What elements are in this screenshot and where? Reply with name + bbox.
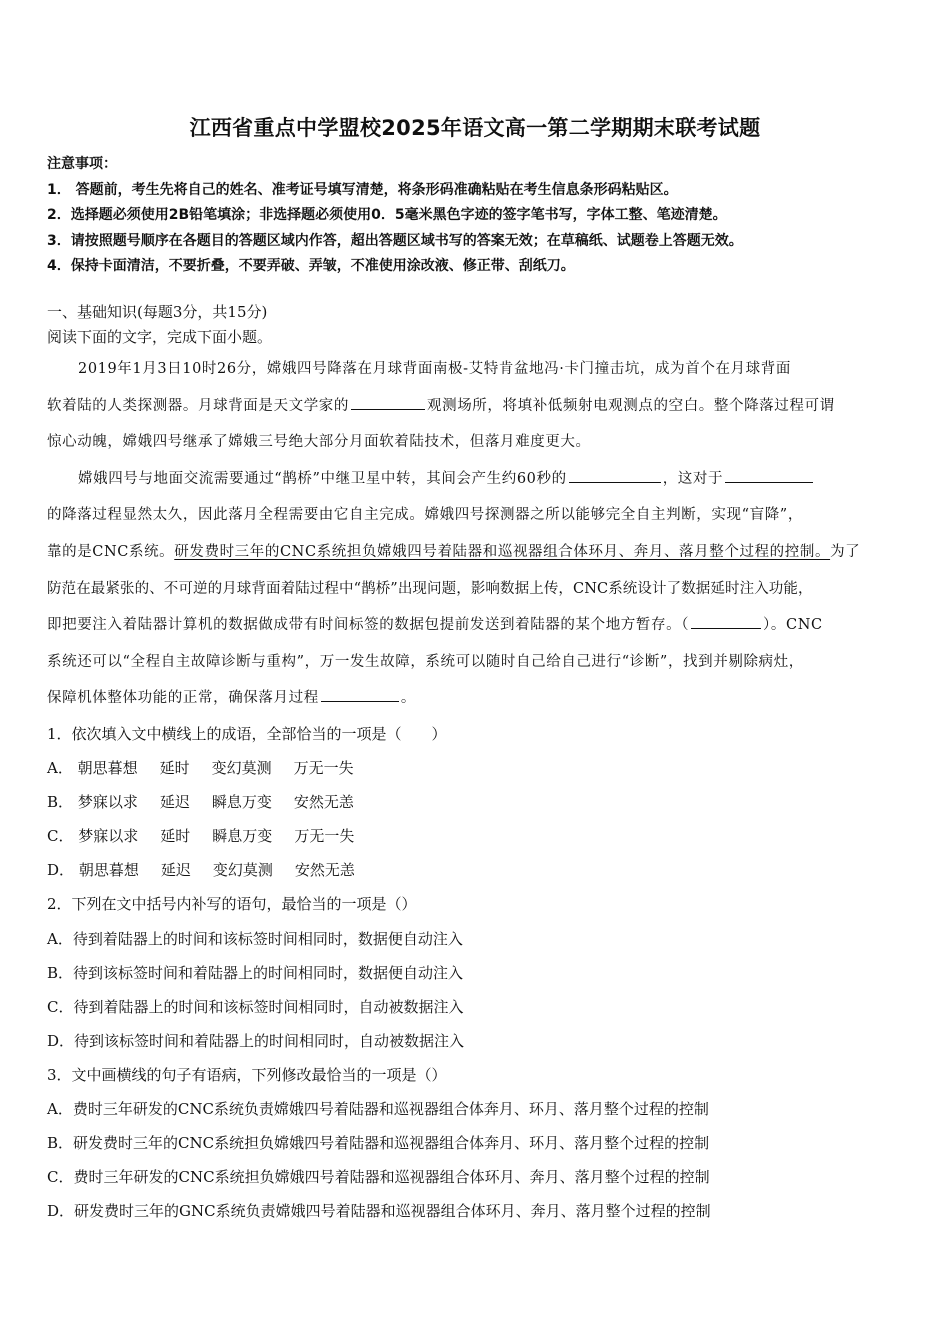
page-title: 江西省重点中学盟校2025年语文高一第二学期期末联考试题 [189, 116, 761, 140]
option-word: 万无一失 [293, 759, 354, 778]
option-label: D． [47, 1202, 75, 1221]
notice-item: 2．选择题必须使用2B铅笔填涂；非选择题必须使用0．5毫米黑色字迹的签字笔书写，字体工整、笔迹清楚。 [47, 207, 727, 223]
passage-text: 2019年1月3日10时26分，嫦娥四号降落在月球背面南极-艾特肯盆地冯·卡门撞击坑，成为首个在月球背面 [78, 361, 791, 377]
option-label: B． [47, 963, 74, 982]
passage-line [47, 502, 913, 539]
option-word: 朝思暮想 [78, 861, 139, 880]
fill-blank-bracket [691, 614, 761, 629]
passage-text: 保障机体整体功能的正常，确保落月过程 [47, 690, 319, 707]
option-d [47, 1029, 913, 1063]
option-word: 梦寐以求 [78, 827, 139, 846]
option-word: 万无一失 [294, 827, 355, 846]
questions-section [47, 722, 913, 1233]
option-word: 朝思暮想 [77, 759, 138, 778]
option-label: D． [47, 861, 75, 880]
option-a [47, 756, 913, 790]
passage-text: 软着陆的人类探测器。月球背面是天文学家的 [47, 397, 349, 414]
option-c [47, 824, 913, 858]
underlined-sentence: 研发费时三年的CNC系统担负嫦娥四号着陆器和巡视器组合体环月、奔月、落月整个过程的控制。 [174, 543, 831, 560]
notice-item: 4．保持卡面清洁，不要折叠，不要弄破、弄皱，不准使用涂改液、修正带、刮纸刀。 [47, 258, 575, 274]
option-label: D． [47, 1031, 75, 1050]
passage-line [47, 649, 913, 686]
passage-text: 防范在最紧张的、不可逆的月球背面着陆过程中“鹊桥”出现问题，影响数据上传，CNC系统设计了数据延时注入功能， [47, 580, 813, 597]
option-label: C． [47, 827, 74, 846]
passage-text: 靠的是CNC系统。 [47, 543, 175, 560]
passage-text: ，这对于 [662, 470, 724, 487]
option-a [47, 1097, 913, 1131]
passage-text: ）。CNC [763, 617, 823, 634]
option-d [47, 858, 913, 892]
option-label: A． [47, 929, 73, 948]
option-text: 研发费时三年的GNC系统负责嫦娥四号着陆器和巡视器组合体环月、奔月、落月整个过程的控制 [74, 1202, 711, 1221]
option-word: 延时 [159, 759, 190, 778]
option-word: 安然无恙 [294, 861, 355, 880]
option-word: 梦寐以求 [77, 793, 138, 812]
option-c [47, 995, 913, 1029]
reading-passage [47, 356, 913, 722]
passage-line [47, 576, 913, 613]
option-b [47, 790, 913, 824]
option-d [47, 1199, 913, 1233]
option-text: 费时三年研发的CNC系统负责嫦娥四号着陆器和巡视器组合体奔月、环月、落月整个过程的控制 [72, 1100, 709, 1119]
option-text: 待到着陆器上的时间和该标签时间相同时，数据便自动注入 [72, 929, 463, 948]
fill-blank-3 [725, 468, 813, 483]
passage-line [47, 356, 913, 393]
passage-line [47, 612, 913, 649]
option-word: 变幻莫测 [211, 759, 272, 778]
passage-text: 观测场所，将填补低频射电观测点的空白。整个降落过程可谓 [427, 397, 835, 414]
passage-line [47, 466, 913, 503]
option-word: 延迟 [159, 793, 190, 812]
question-stem: 1．依次填入文中横线上的成语，全部恰当的一项是（ ） [47, 725, 447, 743]
passage-line [47, 685, 913, 722]
passage-text: 系统还可以“全程自主故障诊断与重构”，万一发生故障，系统可以随时自己给自己进行“诊断”，找到并剔除病灶， [47, 653, 804, 670]
passage-text: 为了 [830, 543, 861, 560]
option-text: 待到着陆器上的时间和该标签时间相同时，自动被数据注入 [73, 997, 464, 1016]
notice-item: 1． 答题前，考生先将自己的姓名、准考证号填写清楚，将条形码准确粘贴在考生信息条形码粘贴区。 [47, 181, 678, 198]
option-c [47, 1165, 913, 1199]
option-word: 瞬息万变 [211, 793, 272, 812]
notice-section [47, 152, 907, 280]
passage-text: 惊心动魄，嫦娥四号继承了嫦娥三号绝大部分月面软着陆技术，但落月难度更大。 [47, 434, 591, 451]
question-stem: 2．下列在文中括号内补写的语句，最恰当的一项是（） [47, 895, 417, 914]
option-a [47, 927, 913, 961]
option-label: A． [47, 759, 73, 778]
option-text: 研发费时三年的CNC系统担负嫦娥四号着陆器和巡视器组合体奔月、环月、落月整个过程的控制 [73, 1134, 710, 1153]
option-word: 变幻莫测 [212, 861, 273, 880]
option-word: 安然无恙 [293, 793, 354, 812]
option-word: 延迟 [160, 861, 191, 880]
option-label: C． [47, 1168, 74, 1187]
question-stem: 3．文中画横线的句子有语病，下列修改最恰当的一项是（） [47, 1065, 447, 1084]
option-label: C． [47, 997, 74, 1016]
passage-line [47, 539, 913, 576]
option-word: 瞬息万变 [212, 827, 273, 846]
option-label: B． [47, 793, 74, 812]
passage-text: 。 [400, 690, 416, 707]
option-text: 费时三年研发的CNC系统担负嫦娥四号着陆器和巡视器组合体环月、奔月、落月整个过程的控制 [73, 1168, 710, 1187]
option-text: 待到该标签时间和着陆器上的时间相同时，自动被数据注入 [74, 1031, 465, 1050]
notice-item: 3．请按照题号顺序在各题目的答题区域内作答，超出答题区域书写的答案无效；在草稿纸、试题卷上答题无效。 [47, 232, 743, 249]
fill-blank-1 [351, 395, 425, 410]
option-b [47, 961, 913, 995]
passage-text: 即把要注入着陆器计算机的数据做成带有时间标签的数据包提前发送到着陆器的某个地方暂存。（ [47, 617, 690, 634]
section-heading: 一、基础知识(每题3分，共15分) [47, 303, 268, 321]
fill-blank-2 [569, 468, 661, 483]
reading-instruction: 阅读下面的文字，完成下面小题。 [47, 328, 273, 346]
option-label: B． [47, 1134, 74, 1153]
fill-blank-4 [321, 687, 399, 702]
passage-text: 嫦娥四号与地面交流需要通过“鹊桥”中继卫星中转，其间会产生约60秒的 [78, 470, 567, 487]
option-word: 延时 [160, 827, 191, 846]
passage-line [47, 393, 913, 430]
passage-text: 的降落过程显然太久，因此落月全程需要由它自主完成。嫦娥四号探测器之所以能够完全自主判断，实现“盲降”， [47, 507, 803, 524]
option-label: A． [47, 1100, 73, 1119]
option-b [47, 1131, 913, 1165]
option-text: 待到该标签时间和着陆器上的时间相同时，数据便自动注入 [73, 963, 464, 982]
notice-heading: 注意事项： [47, 156, 117, 172]
passage-line [47, 429, 913, 466]
